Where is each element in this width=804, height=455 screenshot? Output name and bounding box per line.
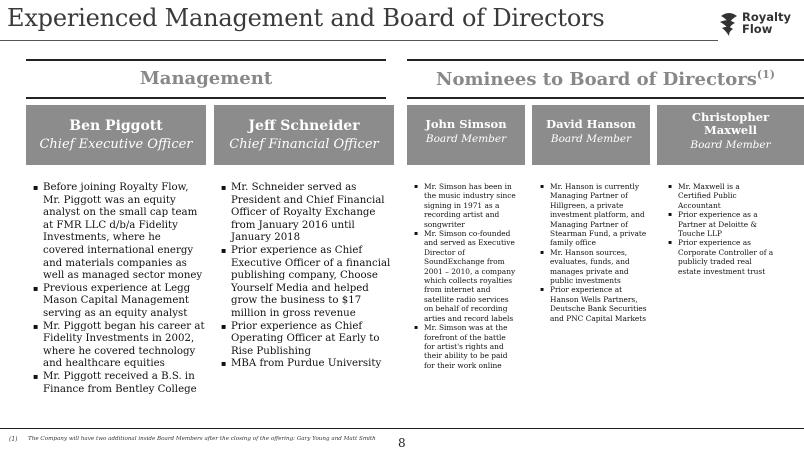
list-item: ▪ Previous experience at Legg Mason Capital Management serving as an equity analyst	[33, 283, 205, 321]
list-item: ▪ Mr. Simson co-founded and served as Executive Director of SoundExchange from 2001 – 2010, a company which collects royalties from internet and satellite radio services on behalf of recording arties and record labels	[414, 229, 517, 323]
list-item: ▪ MBA from Purdue University	[221, 358, 394, 371]
cfo-name: Jeff Schneider	[248, 118, 360, 134]
list-item: ▪ Mr. Maxwell is a Certified Public Accountant	[668, 182, 774, 210]
board-member-1-role: Board Member	[425, 133, 507, 145]
ceo-header	[26, 105, 206, 165]
list-item: ▪ Mr. Hanson is currently Managing Partner of Hillgreen, a private investment platform, and Managing Partner of Stearman Fund, a private family office	[540, 182, 650, 248]
list-item: ▪ Prior experience as Chief Operating Officer at Early to Rise Publishing	[221, 321, 394, 359]
footer-divider	[0, 428, 804, 429]
board-heading-footnote-ref: (1)	[756, 68, 775, 81]
list-item: ▪ Before joining Royalty Flow, Mr. Piggott was an equity analyst on the small cap team at FMR LLC d/b/a Fidelity Investments, where he covered international energy and materials companies as well as managed sector money	[33, 182, 205, 283]
list-item: ▪ Prior experience as Chief Executive Officer of a financial publishing company, Choose Yourself Media and helped grow the business to $17 million in gross revenue	[221, 245, 394, 321]
list-item: ▪ Mr. Piggott began his career at Fidelity Investments in 2002, where he covered technology and healthcare equities	[33, 321, 205, 371]
ceo-role: Chief Executive Officer	[39, 137, 193, 152]
board-member-2-header	[532, 105, 650, 165]
board-member-3-name-line-1: Christopher	[691, 110, 770, 124]
royalty-flow-logo-mark	[718, 11, 740, 37]
board-member-3-role: Board Member	[690, 139, 771, 151]
footnote-text: The Company will have two additional inside Board Members after the closing of the offering: Gary Young and Matt Smith	[28, 436, 376, 442]
management-heading: Management	[139, 68, 273, 89]
ceo-bio-list	[33, 182, 205, 396]
board-member-2-bio-list	[540, 182, 650, 323]
list-item: ▪ Mr. Simson was at the forefront of the battle for artist's rights and their ability to be paid for their work online	[414, 323, 517, 370]
cfo-role: Chief Financial Officer	[229, 137, 379, 152]
board-bottom-rule	[407, 97, 804, 99]
board-member-3-name	[657, 111, 804, 137]
board-member-1-bio-list	[414, 182, 517, 370]
page-title: Experienced Management and Board of Directors	[7, 4, 605, 32]
cfo-header	[214, 105, 394, 165]
cfo-bio-list	[221, 182, 394, 371]
footnote-marker: (1)	[9, 436, 18, 443]
list-item: ▪ Mr. Piggott received a B.S. in Finance from Bentley College	[33, 371, 205, 396]
list-item: ▪ Prior experience as Corporate Controller of a publicly traded real estate investment trust	[668, 238, 774, 276]
board-member-1-name: John Simson	[425, 117, 507, 131]
logo-line-1: Royalty	[742, 10, 791, 24]
board-member-2-name: David Hanson	[546, 117, 636, 131]
management-top-rule	[26, 59, 386, 61]
board-member-2-role: Board Member	[550, 133, 632, 145]
list-item: ▪ Prior experience at Hanson Wells Partners, Deutsche Bank Securities and PNC Capital Markets	[540, 285, 650, 323]
page-number: 8	[398, 436, 406, 450]
ceo-name: Ben Piggott	[69, 118, 163, 134]
board-member-3-bio-list	[668, 182, 774, 276]
company-logo	[718, 10, 802, 40]
list-item: ▪ Mr. Schneider served as President and Chief Financial Officer of Royalty Exchange from January 2016 until January 2018	[221, 182, 394, 245]
list-item: ▪ Prior experience as a Partner at Deloitte & Touche LLP	[668, 210, 774, 238]
board-member-1-header	[407, 105, 525, 165]
list-item: ▪ Mr. Hanson sources, evaluates, funds, and manages private and public investments	[540, 248, 650, 286]
list-item: ▪ Mr. Simson has been in the music industry since signing in 1971 as a recording artist and songwriter	[414, 182, 517, 229]
logo-line-2: Flow	[742, 22, 773, 36]
board-member-3-name-line-2: Maxwell	[704, 123, 757, 137]
board-top-rule	[407, 59, 804, 61]
board-member-3-header	[657, 105, 804, 165]
management-bottom-rule	[26, 97, 386, 99]
title-divider	[0, 40, 718, 41]
logo-wordmark	[742, 11, 791, 35]
board-heading	[407, 68, 804, 90]
board-heading-text: Nominees to Board of Directors	[436, 69, 757, 90]
